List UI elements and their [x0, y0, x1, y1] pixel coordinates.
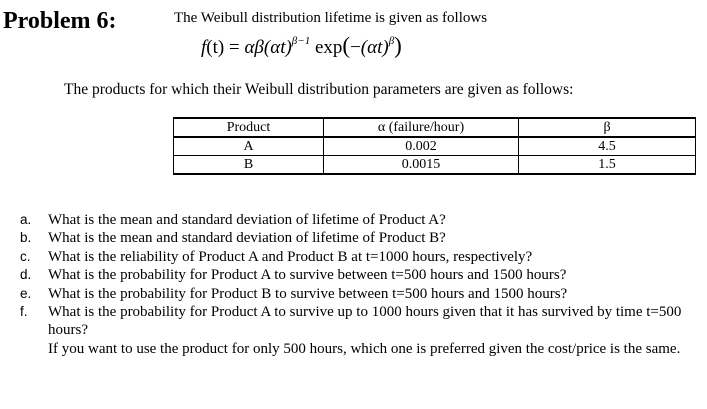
question-text: What is the mean and standard deviation of lifetime of Product B? [48, 230, 446, 247]
table-row [174, 156, 696, 175]
question-letter: a. [20, 212, 32, 227]
parameters-table [173, 117, 696, 175]
table-row [174, 137, 696, 156]
table-header-row [174, 118, 696, 137]
question-letter: f. [20, 304, 28, 320]
cell-beta: 4.5 [519, 137, 696, 156]
formula-at: (αt) [263, 37, 292, 58]
list-item [16, 285, 696, 303]
list-item [16, 248, 696, 266]
formula-paren-close: ) [394, 33, 402, 58]
list-item [16, 303, 696, 340]
formula-paren-open: ( [342, 33, 351, 58]
formula-exponent-beta-minus-one: β−1 [291, 35, 311, 47]
cell-alpha: 0.002 [324, 137, 519, 156]
formula-beta: β [254, 37, 264, 58]
header-product: Product [174, 118, 324, 137]
cell-product: B [174, 156, 324, 175]
problem-intro: The Weibull distribution lifetime is given as follows [174, 10, 488, 26]
header-alpha: α (failure/hour) [324, 118, 519, 137]
header-beta: β [519, 118, 696, 137]
problem-title: Problem 6: [3, 8, 117, 34]
question-text: What is the probability for Product A to survive between t=500 hours and 1500 hours? [48, 267, 567, 284]
formula-t-arg: (t) [206, 37, 225, 58]
question-text: What is the probability for Product A to survive up to 1000 hours given that it has survived by time t=500 hours? [48, 304, 682, 339]
question-letter: c. [20, 248, 31, 264]
cell-alpha: 0.0015 [324, 156, 519, 175]
list-item [16, 266, 696, 284]
weibull-formula [201, 34, 402, 60]
formula-at-inner: (αt) [360, 37, 389, 58]
formula-minus: − [350, 37, 361, 58]
formula-alpha: α [244, 37, 255, 58]
formula-exponent-beta: β [388, 35, 395, 47]
list-item [16, 229, 696, 247]
cell-product: A [174, 137, 324, 156]
list-item [16, 211, 696, 229]
question-letter: d. [20, 267, 32, 283]
formula-f: f [201, 37, 207, 58]
question-list [16, 211, 696, 358]
question-letter: e. [20, 285, 32, 301]
formula-equals: = [224, 37, 245, 58]
extra-question: If you want to use the product for only 500 hours, which one is preferred given the cost/price is the same. [48, 340, 681, 357]
formula-exp: exp [310, 37, 343, 58]
cell-beta: 1.5 [519, 156, 696, 175]
question-letter: b. [20, 230, 32, 246]
question-text: What is the reliability of Product A and Product B at t=1000 hours, respectively? [48, 248, 533, 265]
question-text: What is the mean and standard deviation of lifetime of Product A? [48, 212, 446, 228]
params-intro: The products for which their Weibull distribution parameters are given as follows: [64, 81, 574, 98]
question-text: What is the probability for Product B to survive between t=500 hours and 1500 hours? [48, 285, 568, 302]
